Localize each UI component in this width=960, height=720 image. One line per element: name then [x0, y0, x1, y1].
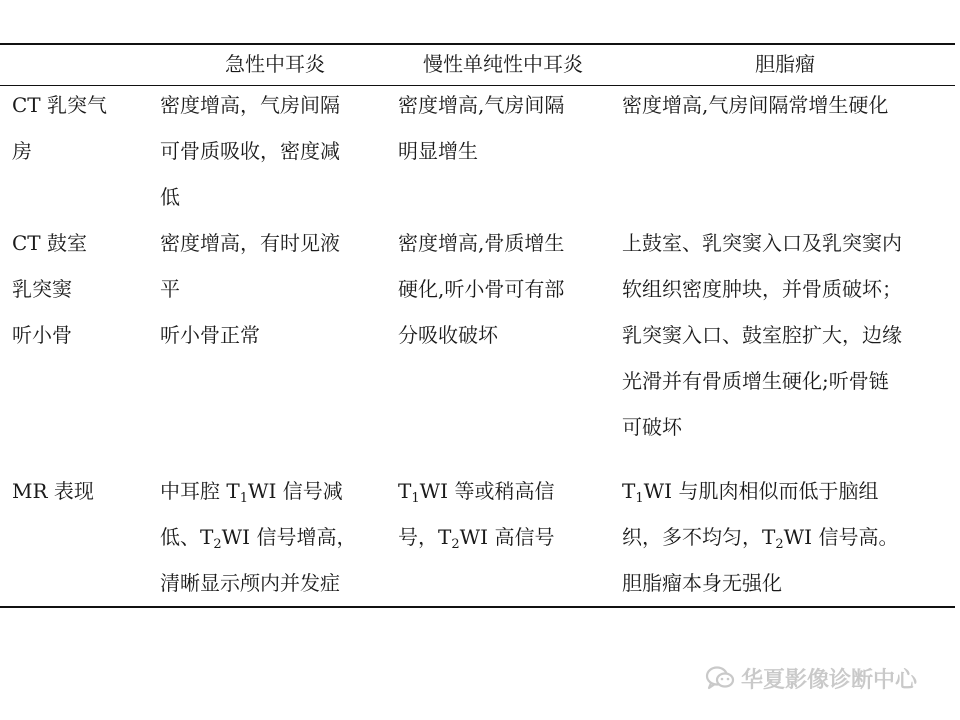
- header-cholesteatoma: 胆脂瘤: [755, 52, 815, 76]
- cell-r2-chronic: 密度增高,骨质增生 硬化,听小骨可有部 分吸收破坏: [398, 231, 565, 347]
- cell-r2-cholesteatoma: 上鼓室、乳突窦入口及乳突窦内 软组织密度肿块，并骨质破坏； 乳突窦入口、鼓室腔扩大，边缘 光滑并有骨质增生硬化;听骨链 可破坏: [622, 231, 902, 439]
- watermark-text: 华夏影像诊断中心: [741, 667, 918, 693]
- cell-r2-acute: 密度增高，有时见液 平 听小骨正常: [160, 231, 340, 347]
- cell-r1-cholesteatoma: 密度增高,气房间隔常增生硬化: [622, 93, 889, 117]
- cell-r3-chronic: $T_1WI$ 等或稍高信 号，$T_2WI$ 高信号: [398, 479, 555, 552]
- cell-r1-chronic: 密度增高,气房间隔 明显增生: [398, 93, 565, 163]
- wechat-icon: [705, 665, 735, 691]
- cell-r3-cholesteatoma: $T_1WI$ 与肌肉相似而低于脑组 织，多不均匀，$T_2WI$ 信号高。 胆脂瘤本身无强化: [622, 479, 899, 595]
- header-chronic-simple-otitis: 慢性单纯性中耳炎: [423, 52, 583, 76]
- cell-r3-acute: 中耳腔 $T_1WI$ 信号减 低、$T_2WI$ 信号增高， 清晰显示颅内并发症: [160, 479, 357, 595]
- row-label-mr-findings: MR 表现: [12, 479, 94, 503]
- cell-r1-acute: 密度增高，气房间隔 可骨质吸收，密度减 低: [160, 93, 340, 209]
- watermark: [705, 660, 945, 696]
- row-label-ct-mastoid-air-cells: CT 乳突气 房: [12, 93, 107, 163]
- table-bottom-rule: [0, 606, 955, 608]
- row-label-ct-tympanum: CT 鼓室 乳突窦 听小骨: [12, 231, 87, 347]
- header-acute-otitis: 急性中耳炎: [225, 52, 325, 76]
